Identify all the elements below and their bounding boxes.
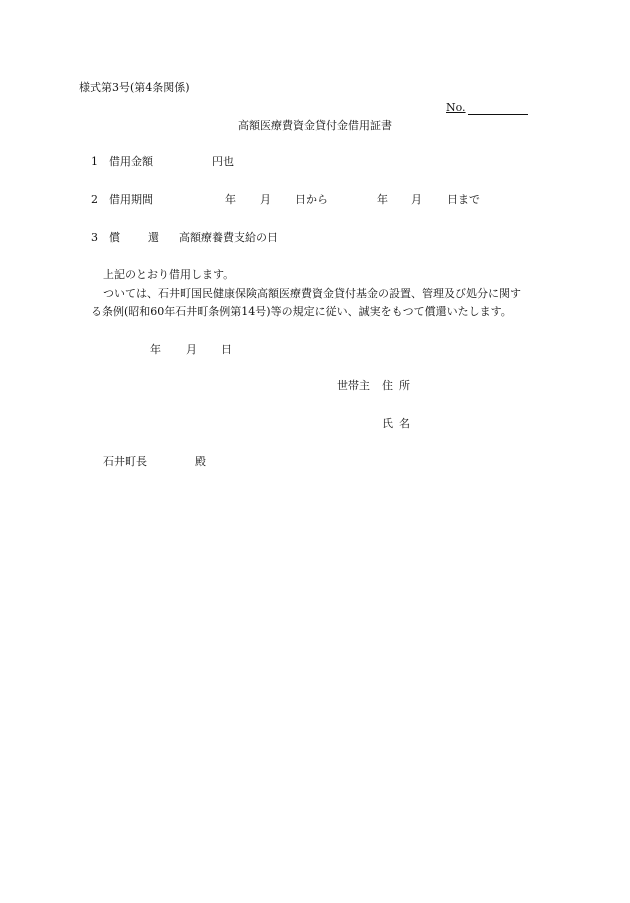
date-day: 日 <box>221 343 232 356</box>
addressee-name: 石井町長 <box>103 455 147 468</box>
document-number <box>446 101 528 115</box>
item-1-label: 借用金額 <box>109 155 153 168</box>
addressee-honorific: 殿 <box>195 455 206 468</box>
address-label: 住所 <box>382 379 416 392</box>
item-2-year-to: 年 <box>377 193 388 206</box>
body-line-1: 上記のとおり借用します。 <box>103 268 235 281</box>
item-2-label: 借用期間 <box>109 193 153 206</box>
date-year: 年 <box>150 343 161 356</box>
item-2-number: 2 <box>91 193 98 206</box>
body-line-2: ついては、石井町国民健康保険高額医療費資金貸付基金の設置、管理及び処分に関す <box>103 287 521 300</box>
item-2-day-from: 日から <box>295 193 328 206</box>
date-month: 月 <box>186 343 197 356</box>
item-2-month-from: 月 <box>260 193 271 206</box>
item-2-year-from: 年 <box>225 193 236 206</box>
item-3-number: 3 <box>91 231 98 244</box>
document-title: 高額医療費資金貸付金借用証書 <box>238 119 392 132</box>
body-line-3: る条例(昭和60年石井町条例第14号)等の規定に従い、誠実をもつて償還いたします。 <box>91 305 512 318</box>
signer-role: 世帯主 <box>337 379 370 392</box>
form-reference: 様式第3号(第4条関係) <box>79 81 190 94</box>
item-1-number: 1 <box>91 155 98 168</box>
item-3-value: 高額療養費支給の日 <box>179 231 278 244</box>
item-2-day-to: 日まで <box>447 193 480 206</box>
name-label: 氏名 <box>382 417 416 430</box>
item-1-unit: 円也 <box>212 155 234 168</box>
item-2-month-to: 月 <box>411 193 422 206</box>
item-3-label: 償還 <box>109 231 187 244</box>
number-blank-line <box>468 102 528 115</box>
number-label: No. <box>446 101 466 114</box>
